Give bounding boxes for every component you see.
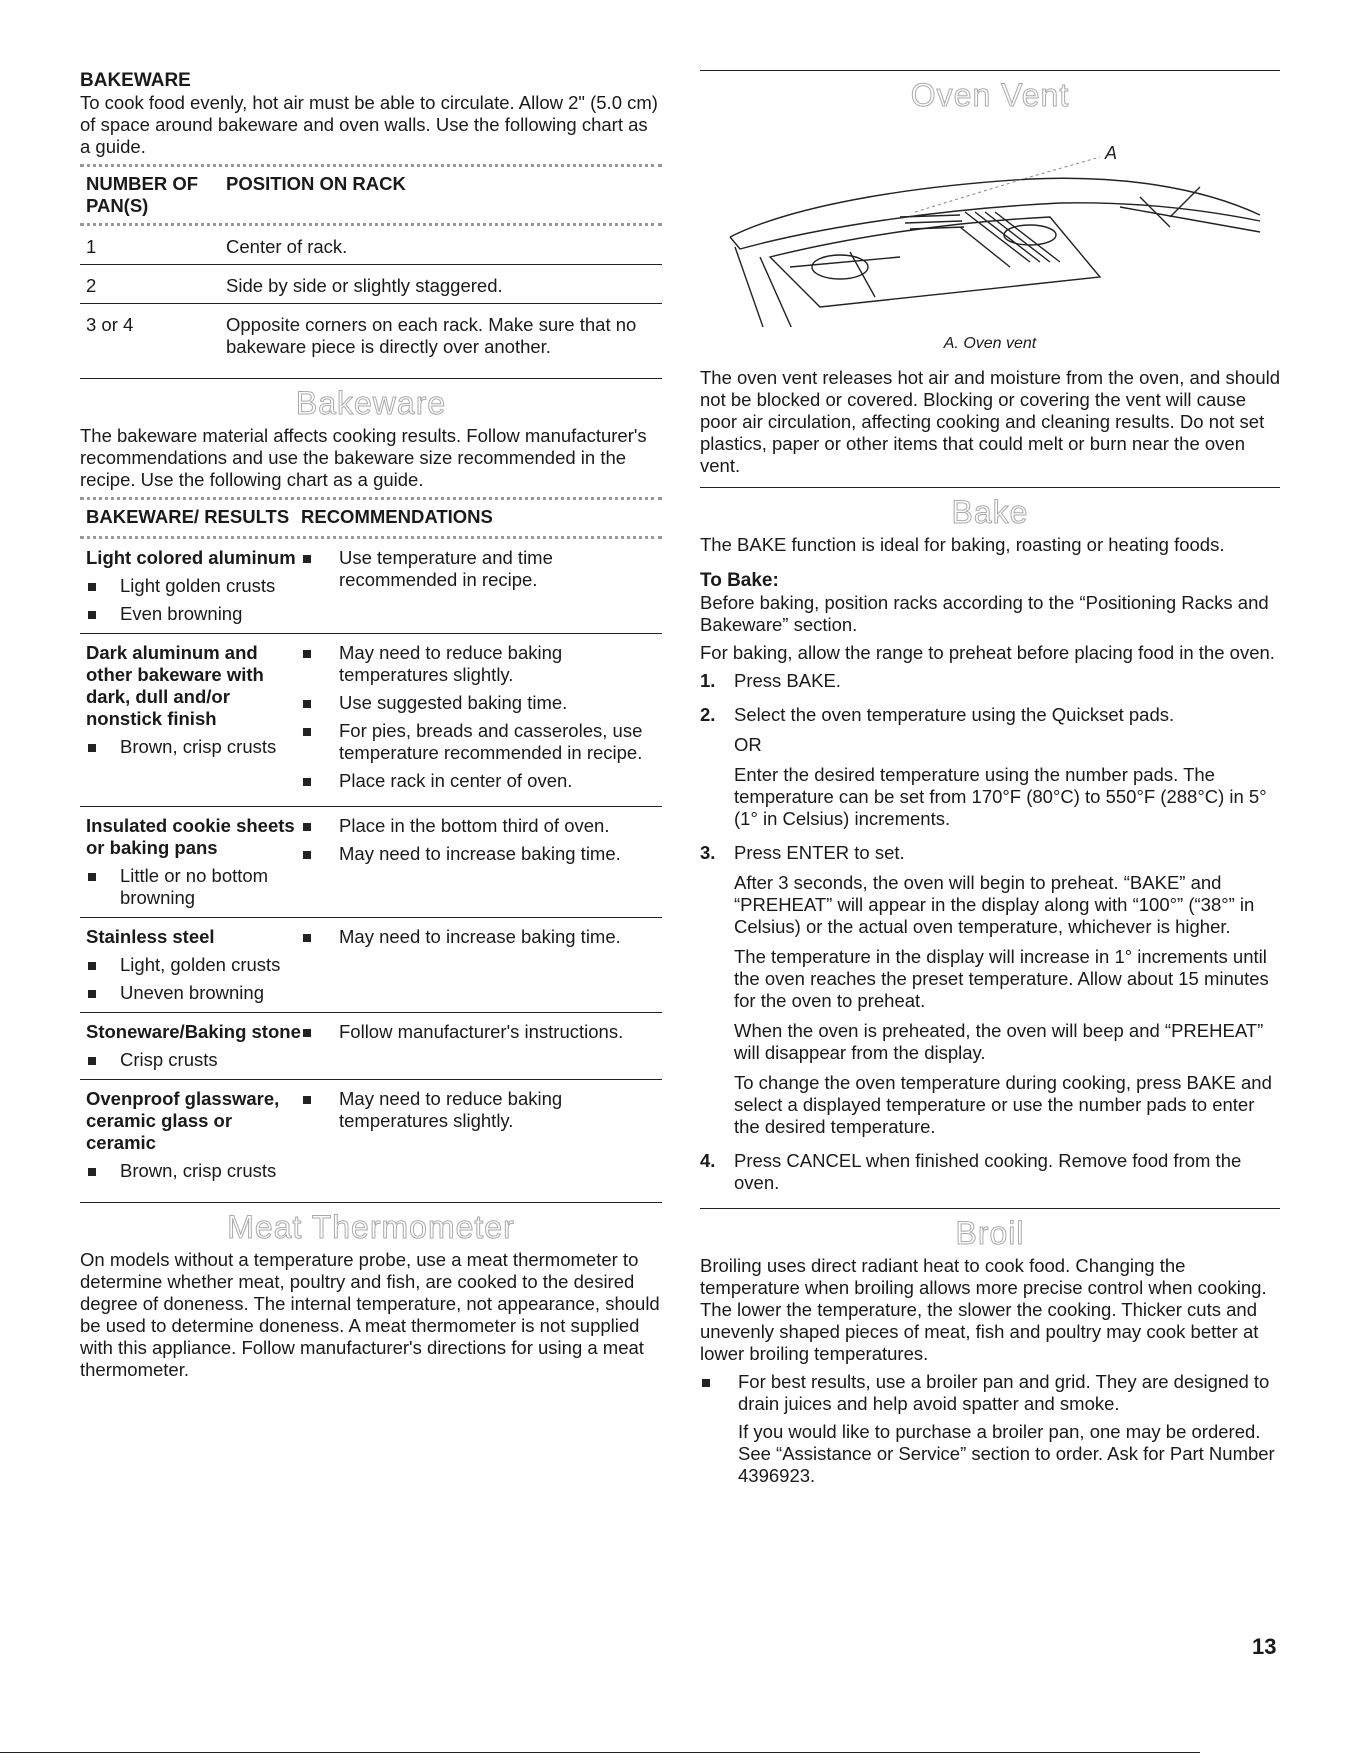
figure-caption: A. Oven vent bbox=[943, 335, 1037, 352]
table-row bbox=[80, 226, 662, 265]
bottom-rule bbox=[0, 1752, 1200, 1753]
oven-vent-text: The oven vent releases hot air and moisture from the oven, and should not be blocked or covered. Blocking or covering the vent will cause poor air circulation, affecting cooking and cleaning results. Do not set plastics, paper or other items that could melt or burn near the oven vent. bbox=[700, 367, 1281, 476]
step-text: Press ENTER to set. bbox=[734, 842, 905, 863]
step-text: OR bbox=[734, 734, 762, 755]
recommendation-bullet: Place rack in center of oven. bbox=[301, 770, 662, 792]
bakeware-material: Ovenproof glassware, ceramic glass or ceramic bbox=[86, 1088, 280, 1153]
step-item bbox=[700, 704, 1280, 838]
table-row bbox=[80, 539, 662, 634]
bake-intro: The BAKE function is ideal for baking, roasting or heating foods. bbox=[700, 534, 1225, 555]
meat-thermometer-text: On models without a temperature probe, use a meat thermometer to determine whether meat, poultry and fish, are cooked to the desired degree of doneness. The internal temperature, not appearance, should be used to determine doneness. A meat thermometer is not supplied with this appliance. Follow manufacturer's directions for using a meat thermometer. bbox=[80, 1249, 660, 1380]
right-column bbox=[700, 70, 1280, 1493]
section-rule bbox=[700, 487, 1280, 488]
section-rule bbox=[80, 378, 662, 379]
step-number: 1. bbox=[700, 670, 716, 691]
step-body bbox=[734, 704, 1280, 838]
recommendation-bullet: For pies, breads and casseroles, use temperature recommended in recipe. bbox=[301, 720, 662, 764]
bakeware-section-intro: The bakeware material affects cooking results. Follow manufacturer's recommendations and use the bakeware size recommended in the recipe. Use the following chart as a guide. bbox=[80, 425, 647, 490]
recommendations-cell bbox=[301, 1088, 662, 1182]
bakeware-material-cell bbox=[86, 815, 301, 909]
bakeware-header-recs: RECOMMENDATIONS bbox=[301, 506, 493, 527]
pan-count-cell: 3 or 4 bbox=[86, 314, 134, 335]
bakeware-material-cell bbox=[86, 926, 301, 1004]
step-text: To change the oven temperature during cooking, press BAKE and select a displayed temperature or use the number pads to enter the desired temperature. bbox=[734, 1072, 1272, 1137]
bakeware-heading: BAKEWARE bbox=[80, 70, 191, 91]
step-number: 2. bbox=[700, 704, 716, 725]
bake-paragraph-2: For baking, allow the range to preheat before placing food in the oven. bbox=[700, 642, 1275, 663]
table-row bbox=[80, 1013, 662, 1080]
step-item bbox=[700, 670, 1280, 700]
pan-count-cell: 1 bbox=[86, 236, 97, 257]
broil-bullet-text: For best results, use a broiler pan and grid. They are designed to drain juices and help avoid spatter and smoke. bbox=[738, 1371, 1270, 1414]
bakeware-material: Insulated cookie sheets or baking pans bbox=[86, 815, 295, 858]
result-bullet: Even browning bbox=[86, 603, 301, 625]
bakeware-material-cell bbox=[86, 547, 301, 625]
section-rule bbox=[700, 70, 1280, 71]
broil-intro: Broiling uses direct radiant heat to cook food. Changing the temperature when broiling allows more precise control when cooking. The lower the temperature, the slower the cooking. Thicker cuts and unevenly shaped pieces of meat, fish and poultry may cook better at lower broiling temperatures. bbox=[700, 1255, 1267, 1364]
result-bullet: Little or no bottom browning bbox=[86, 865, 301, 909]
bake-title: Bake bbox=[951, 494, 1029, 530]
table-row bbox=[80, 265, 662, 304]
pan-header-number: NUMBER OF PAN(S) bbox=[86, 173, 199, 216]
result-bullet: Brown, crisp crusts bbox=[86, 1160, 301, 1182]
oven-vent-title: Oven Vent bbox=[910, 77, 1070, 113]
pan-position-cell: Opposite corners on each rack. Make sure that no bakeware piece is directly over another. bbox=[226, 314, 637, 357]
result-bullet: Brown, crisp crusts bbox=[86, 736, 301, 758]
recommendation-bullet: May need to increase baking time. bbox=[301, 843, 662, 865]
recommendation-bullet: Use temperature and time recommended in recipe. bbox=[301, 547, 662, 591]
bakeware-section-title: Bakeware bbox=[295, 385, 447, 421]
figure-callout-a: A bbox=[1105, 143, 1118, 163]
cooktop-illustration bbox=[700, 117, 1280, 327]
meat-thermometer-title: Meat Thermometer bbox=[227, 1209, 515, 1245]
pan-count-cell: 2 bbox=[86, 275, 97, 296]
step-text: Press BAKE. bbox=[734, 670, 841, 691]
recommendations-cell bbox=[301, 815, 662, 909]
table-row bbox=[80, 918, 662, 1013]
left-column bbox=[80, 70, 662, 1387]
section-rule bbox=[80, 1202, 662, 1203]
bake-paragraph-1: Before baking, position racks according to the “Positioning Racks and Bakeware” section. bbox=[700, 592, 1269, 635]
step-text: When the oven is preheated, the oven will beep and “PREHEAT” will disappear from the display. bbox=[734, 1020, 1264, 1063]
pan-position-cell: Center of rack. bbox=[226, 236, 348, 257]
step-number: 3. bbox=[700, 842, 716, 863]
recommendations-cell bbox=[301, 642, 662, 798]
bakeware-material-cell bbox=[86, 1021, 301, 1071]
bakeware-material: Dark aluminum and other bakeware with dark, dull and/or nonstick finish bbox=[86, 642, 264, 729]
step-text: Enter the desired temperature using the number pads. The temperature can be set from 170°F (80°C) to 550°F (288°C) in 5° (1° in Celsius) increments. bbox=[734, 764, 1267, 829]
page-number: 13 bbox=[1252, 1634, 1277, 1659]
step-text: After 3 seconds, the oven will begin to preheat. “BAKE” and “PREHEAT” will appear in the display along with “100°” (“38°” in Celsius) or the actual oven temperature, whichever is higher. bbox=[734, 872, 1255, 937]
step-text: Select the oven temperature using the Quickset pads. bbox=[734, 704, 1175, 725]
recommendation-bullet: May need to reduce baking temperatures slightly. bbox=[301, 1088, 662, 1132]
table-row bbox=[80, 807, 662, 918]
recommendation-bullet: Place in the bottom third of oven. bbox=[301, 815, 662, 837]
bakeware-header-results: BAKEWARE/ RESULTS bbox=[86, 506, 290, 527]
step-text: The temperature in the display will increase in 1° increments until the oven reaches the preset temperature. Allow about 15 minutes for the oven to preheat. bbox=[734, 946, 1269, 1011]
bake-steps bbox=[700, 670, 1280, 1202]
recommendation-bullet: May need to increase baking time. bbox=[301, 926, 662, 948]
table-row bbox=[80, 634, 662, 807]
result-bullet: Uneven browning bbox=[86, 982, 301, 1004]
recommendations-cell bbox=[301, 1021, 662, 1071]
step-number: 4. bbox=[700, 1150, 716, 1171]
step-item bbox=[700, 842, 1280, 1146]
result-bullet: Light golden crusts bbox=[86, 575, 301, 597]
bakeware-material-cell bbox=[86, 642, 301, 798]
table-row bbox=[80, 304, 662, 364]
recommendation-bullet: Use suggested baking time. bbox=[301, 692, 662, 714]
pan-header-position: POSITION ON RACK bbox=[226, 173, 406, 194]
step-text: Press CANCEL when finished cooking. Remove food from the oven. bbox=[734, 1150, 1242, 1193]
step-body bbox=[734, 670, 841, 700]
step-body bbox=[734, 1150, 1280, 1202]
section-rule bbox=[700, 1208, 1280, 1209]
recommendation-bullet: Follow manufacturer's instructions. bbox=[301, 1021, 662, 1043]
step-body bbox=[734, 842, 1280, 1146]
bakeware-table-header bbox=[80, 500, 662, 536]
bakeware-material-cell bbox=[86, 1088, 301, 1182]
pan-table bbox=[80, 167, 662, 364]
oven-vent-figure bbox=[700, 117, 1280, 327]
result-bullet: Light, golden crusts bbox=[86, 954, 301, 976]
bakeware-material: Stoneware/Baking stone bbox=[86, 1021, 301, 1042]
bakeware-intro: To cook food evenly, hot air must be able to circulate. Allow 2" (5.0 cm) of space around bakeware and oven walls. Use the following chart as a guide. bbox=[80, 92, 658, 157]
bakeware-material: Stainless steel bbox=[86, 926, 215, 947]
pan-table-header bbox=[80, 167, 662, 223]
recommendations-cell bbox=[301, 926, 662, 1004]
bakeware-material: Light colored aluminum bbox=[86, 547, 296, 568]
result-bullet: Crisp crusts bbox=[86, 1049, 301, 1071]
bakeware-table bbox=[80, 500, 662, 1190]
broil-title: Broil bbox=[955, 1215, 1025, 1251]
pan-position-cell: Side by side or slightly staggered. bbox=[226, 275, 503, 296]
broil-bullet bbox=[700, 1371, 1280, 1487]
to-bake-heading: To Bake: bbox=[700, 570, 779, 591]
recommendations-cell bbox=[301, 547, 662, 625]
step-item bbox=[700, 1150, 1280, 1202]
recommendation-bullet: May need to reduce baking temperatures slightly. bbox=[301, 642, 662, 686]
broil-bullet-more: If you would like to purchase a broiler pan, one may be ordered. See “Assistance or Service” section to order. Ask for Part Number 4396923. bbox=[738, 1421, 1275, 1486]
table-row bbox=[80, 1080, 662, 1190]
